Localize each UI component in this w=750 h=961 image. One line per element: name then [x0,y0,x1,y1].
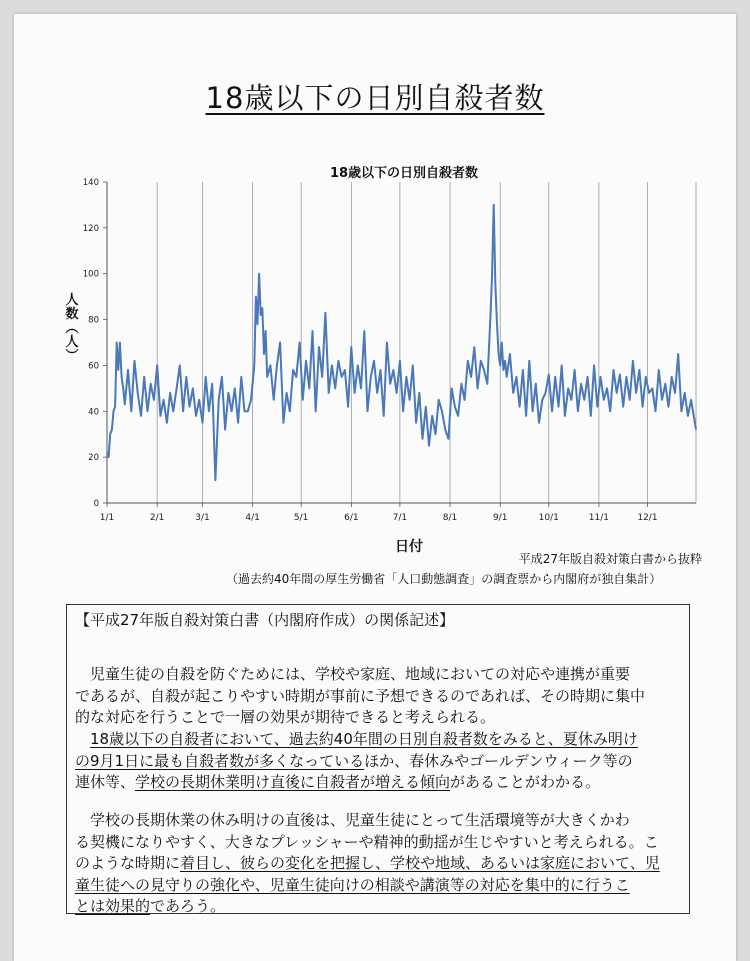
x-tick-label: 5/1 [293,513,309,523]
underlined-text: 学校の長期休業明け直後に自殺者が増える傾向 [135,773,451,791]
paragraph-line: 学校の長期休業の休み明けの直後は、児童生徒にとって生活環境等が大きくかわ [75,811,630,829]
y-tick-label: 120 [82,223,99,234]
x-tick-label: 4/1 [245,513,260,523]
x-tick-labels [100,513,658,523]
y-axis-label-char: ︵ [65,321,79,336]
paragraph-line [75,896,681,918]
underlined-text: 着目し、彼らの変化を把握し、学校や地域、あるいは家庭において、児 [180,854,660,872]
y-tick-label: 60 [88,361,99,372]
y-tick-label: 100 [82,269,99,280]
x-tick-label: 7/1 [392,513,408,523]
text-span: ほか、春休みやゴールデンウィーク等の [364,751,633,770]
paragraph-3 [75,810,681,918]
paragraph-line [75,875,681,897]
underlined-text: とは効果的 [75,897,151,915]
underlined-text: の9月1日に最も自殺者数が多くなっている [75,751,365,770]
paragraph-line: 的な対応を行うことで一層の効果が期待できると考えられる。 [75,708,496,726]
chart-title: 18歳以下の日別自殺者数 [329,166,479,181]
paragraph-line [75,853,681,875]
y-axis-label-char: ︶ [65,349,79,364]
series-line [107,205,696,480]
text-span: 連休等、 [75,773,136,791]
underlined-text: 18歳以下の自殺者において、過去約40年間の日別自殺者数をみると、夏休み明け [90,730,638,748]
paragraph-line [75,751,681,773]
underlined-text: 童生徒への見守りの強化や、児童生徒向けの相談や講演等の対応を集中的に行うこ [75,875,630,894]
text-span: のような時期に [75,854,181,872]
paragraph-line: であるが、自殺が起こりやすい時期が事前に予想できるのであれば、その時期に集中 [75,686,646,705]
paragraph-line [75,729,681,751]
paragraph-line [75,772,681,794]
chart-source-note: 平成27年版自殺対策白書から抜粋 [518,552,702,566]
y-tick-label: 140 [82,178,99,188]
survey-note: （過去約40年間の厚生労働省「人口動態調査」の調査票から内閣府が独自集計） [226,572,662,586]
x-tick-label: 12/1 [637,513,658,523]
x-tick-label: 10/1 [538,513,559,523]
y-tick-label: 80 [88,315,99,326]
x-tick-label: 11/1 [588,513,610,523]
document-page [14,14,736,961]
y-axis-label [65,293,78,364]
x-axis-label: 日付 [395,539,423,554]
white-paper-excerpt-box [66,604,690,914]
page-title: 18歳以下の日別自殺者数 [205,81,545,115]
text-span: があることがわかる。 [450,773,601,791]
text-span: であろう。 [150,897,226,915]
paragraph-2 [75,729,681,794]
x-tick-label: 1/1 [99,513,115,523]
paragraph-line: 児童生徒の自殺を防ぐためには、学校や家庭、地域においての対応や連携が重要 [75,665,631,683]
y-axis-label-char: 数 [65,307,79,322]
x-tick-label: 6/1 [344,513,359,523]
paragraph-line: る契機になりやすく、大きなプレッシャーや精神的動揺が生じやすいと考えられる。こ [75,832,659,851]
box-header: 【平成27年版自殺対策白書（内閣府作成）の関係記述】 [75,611,455,629]
y-axis-label-char: 人 [65,335,79,350]
paragraph-1 [75,664,681,729]
x-tick-label: 8/1 [442,513,458,523]
y-tick-label: 40 [88,407,99,418]
y-axis-label-char: 人 [65,293,79,308]
y-tick-label: 20 [88,453,99,464]
gridlines [107,182,696,503]
x-tick-label: 9/1 [492,513,508,523]
y-tick-labels [83,178,99,509]
x-tick-label: 3/1 [195,513,210,523]
series [107,205,696,480]
y-tick-label: 0 [93,499,99,509]
daily-suicides-line-chart [54,154,704,554]
x-tick-label: 2/1 [149,513,165,523]
